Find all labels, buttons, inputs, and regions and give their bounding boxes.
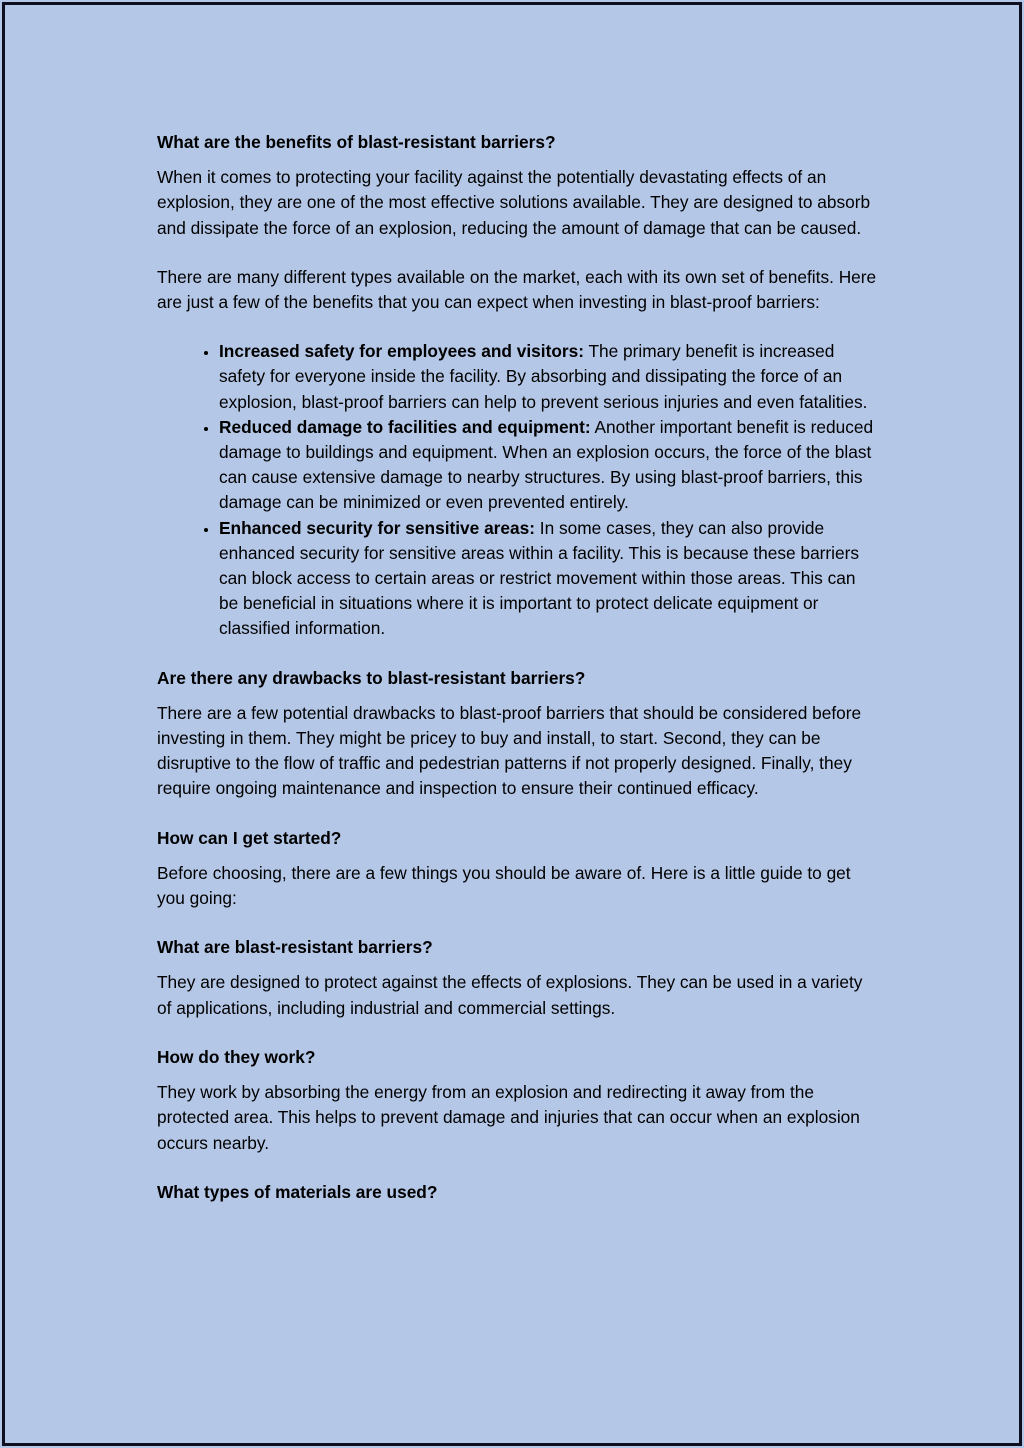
section-heading-get-started: How can I get started? — [157, 827, 342, 848]
section-heading-benefits: What are the benefits of blast-resistant barriers? — [157, 132, 556, 152]
benefits-list — [157, 339, 877, 641]
list-item-label: Reduced damage to facilities and equipment: — [219, 416, 591, 437]
section-heading-what-are: What are blast-resistant barriers? — [157, 937, 433, 958]
list-item-text: In some cases, they can also provide enhanced security for sensitive areas within a facility. This is because these barriers can block access to certain areas or restrict movement within those areas. This can be beneficial in situations where it is important to protect delicate equipment or classified information. — [219, 517, 860, 639]
article-body — [157, 130, 877, 1215]
get-started-paragraph: Before choosing, there are a few things you should be aware of. Here is a little guide to get you going: — [157, 862, 851, 909]
section-heading-materials: What types of materials are used? — [157, 1181, 438, 1202]
list-item — [219, 415, 877, 516]
section-heading-how-work: How do they work? — [157, 1046, 316, 1067]
drawbacks-paragraph: There are a few potential drawbacks to blast-proof barriers that should be considered before investing in them. They might be pricey to buy and install, to start. Second, they can be disruptive to the flow of traffic and pedestrian patterns if not properly designed. Finally, they require ongoing maintenance and inspection to ensure their continued efficacy. — [157, 702, 862, 799]
list-item — [219, 339, 877, 415]
list-item-label: Increased safety for employees and visitors: — [219, 341, 584, 362]
list-item-text: The primary benefit is increased safety for everyone inside the facility. By absorbing and dissipating the force of an explosion, blast-proof barriers can help to prevent serious injuries and even fatalities. — [219, 341, 868, 412]
list-item-label: Enhanced security for sensitive areas: — [219, 517, 535, 538]
list-item-text: Another important benefit is reduced damage to buildings and equipment. When an explosion occurs, the force of the blast can cause extensive damage to nearby structures. By using blast-proof barriers, this damage can be minimized or even prevented entirely. — [219, 416, 874, 513]
benefits-paragraph-1: When it comes to protecting your facility against the potentially devastating effects of an explosion, they are one of the most effective solutions available. They are designed to absorb and dissipate the force of an explosion, reducing the amount of damage that can be caused. — [157, 167, 871, 238]
section-heading-drawbacks: Are there any drawbacks to blast-resistant barriers? — [157, 667, 586, 688]
list-item — [219, 516, 877, 642]
what-are-paragraph: They are designed to protect against the effects of explosions. They can be used in a variety of applications, including industrial and commercial settings. — [157, 972, 863, 1018]
benefits-paragraph-2: There are many different types available on the market, each with its own set of benefits. Here are just a few of the benefits that you can expect when investing in blast-proof barriers: — [157, 266, 877, 313]
page-frame — [2, 2, 1022, 1446]
how-work-paragraph: They work by absorbing the energy from an explosion and redirecting it away from the protected area. This helps to prevent damage and injuries that can occur when an explosion occurs nearby. — [157, 1082, 860, 1153]
